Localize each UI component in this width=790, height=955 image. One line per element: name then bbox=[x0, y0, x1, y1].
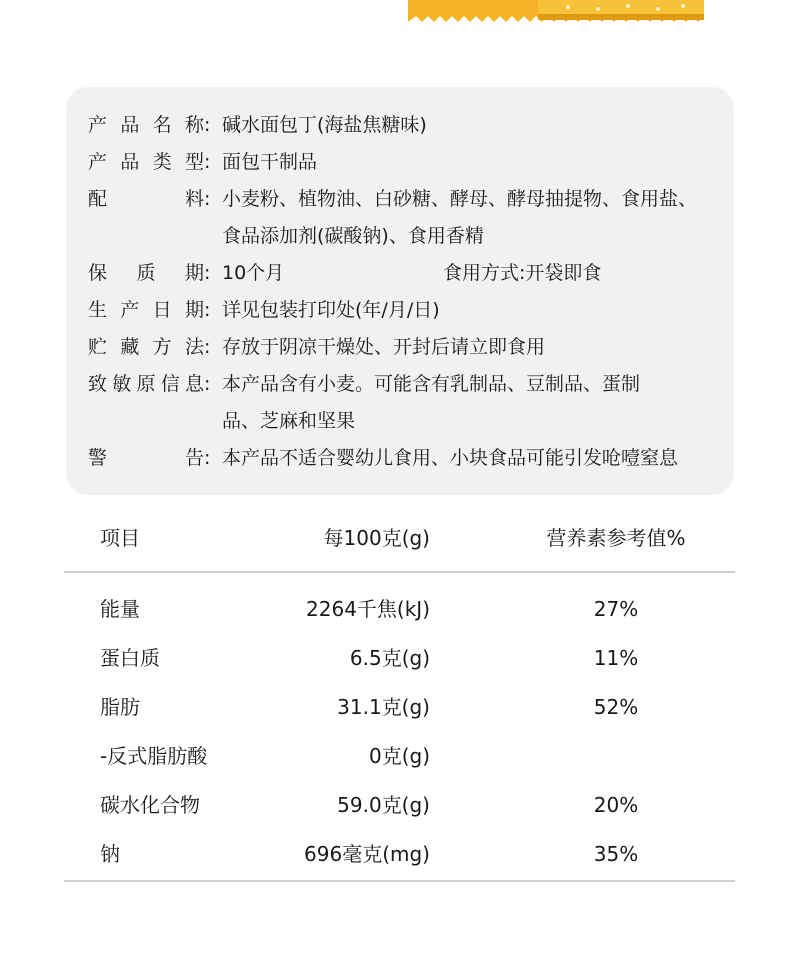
nutrition-row bbox=[0, 644, 790, 672]
info-value: 小麦粉、植物油、白砂糖、酵母、酵母抽提物、食用盐、 bbox=[222, 188, 698, 210]
info-label: 保质期 bbox=[88, 262, 204, 284]
info-label: 贮藏方法 bbox=[88, 336, 204, 358]
nutrient-name: 能量 bbox=[100, 597, 140, 621]
info-value: 本产品不适合婴幼儿食用、小块食品可能引发呛噎窒息 bbox=[222, 447, 679, 469]
nutrition-row bbox=[0, 840, 790, 868]
info-row-ingredients: 配料: 小麦粉、植物油、白砂糖、酵母、酵母抽提物、食用盐、 bbox=[88, 188, 698, 210]
nutrient-per100: 2264千焦(kJ) bbox=[306, 597, 430, 621]
nutrient-name: 脂肪 bbox=[100, 695, 140, 719]
product-info-panel bbox=[66, 87, 734, 495]
info-value: 详见包装打印处(年/月/日) bbox=[222, 299, 440, 321]
nutrient-per100: 31.1克(g) bbox=[337, 695, 430, 719]
nutrient-nrv: 20% bbox=[593, 793, 639, 817]
eating-method: 食用方式:开袋即食 bbox=[443, 262, 602, 284]
info-value: 面包干制品 bbox=[222, 151, 318, 173]
nutrient-name: 钠 bbox=[100, 842, 120, 866]
nutrient-per100: 696毫克(mg) bbox=[304, 842, 430, 866]
info-value: 碱水面包丁(海盐焦糖味) bbox=[222, 114, 427, 136]
info-row-type: 产品类型: 面包干制品 bbox=[88, 151, 318, 173]
info-value-continued: 品、芝麻和坚果 bbox=[222, 410, 356, 432]
header-per100: 每100克(g) bbox=[323, 526, 430, 550]
info-row-name: 产品名称: 碱水面包丁(海盐焦糖味) bbox=[88, 114, 427, 136]
info-label: 致敏原信息 bbox=[88, 373, 204, 395]
info-value: 存放于阴凉干燥处、开封后请立即食用 bbox=[222, 336, 546, 358]
nutrient-name: -反式脂肪酸 bbox=[100, 744, 208, 768]
info-value: 本产品含有小麦。可能含有乳制品、豆制品、蛋制 bbox=[222, 373, 641, 395]
nutrient-nrv: 35% bbox=[593, 842, 639, 866]
nutrient-name: 蛋白质 bbox=[100, 646, 160, 670]
nutrition-row bbox=[0, 693, 790, 721]
table-bottom-rule bbox=[64, 880, 735, 882]
info-row-warning: 警告: 本产品不适合婴幼儿食用、小块食品可能引发呛噎窒息 bbox=[88, 447, 679, 469]
info-value-continued: 食品添加剂(碳酸钠)、食用香精 bbox=[222, 225, 484, 247]
nutrition-row bbox=[0, 742, 790, 770]
header-item: 项目 bbox=[100, 526, 140, 550]
info-row-shelf-life: 保质期: 10个月 食用方式:开袋即食 bbox=[88, 262, 602, 284]
header-nrv: 营养素参考值% bbox=[546, 526, 686, 550]
header-divider bbox=[64, 571, 735, 573]
nutrient-per100: 0克(g) bbox=[368, 744, 430, 768]
info-label: 警告 bbox=[88, 447, 204, 469]
info-label: 配料 bbox=[88, 188, 204, 210]
info-row-production-date: 生产日期: 详见包装打印处(年/月/日) bbox=[88, 299, 440, 321]
info-label: 产品类型 bbox=[88, 151, 204, 173]
nutrient-per100: 6.5克(g) bbox=[349, 646, 430, 670]
info-label: 产品名称 bbox=[88, 114, 204, 136]
info-value: 10个月 bbox=[222, 262, 285, 284]
nutrient-nrv: 52% bbox=[593, 695, 639, 719]
product-package-edge bbox=[408, 0, 704, 28]
info-row-allergen: 致敏原信息: 本产品含有小麦。可能含有乳制品、豆制品、蛋制 bbox=[88, 373, 641, 395]
nutrient-nrv: 11% bbox=[593, 646, 639, 670]
nutrition-row bbox=[0, 595, 790, 623]
info-row-storage: 贮藏方法: 存放于阴凉干燥处、开封后请立即食用 bbox=[88, 336, 546, 358]
nutrient-per100: 59.0克(g) bbox=[337, 793, 430, 817]
info-label: 生产日期 bbox=[88, 299, 204, 321]
nutrient-nrv: 27% bbox=[593, 597, 639, 621]
nutrient-name: 碳水化合物 bbox=[100, 793, 200, 817]
nutrition-row bbox=[0, 791, 790, 819]
nutrition-table-header bbox=[0, 524, 790, 552]
